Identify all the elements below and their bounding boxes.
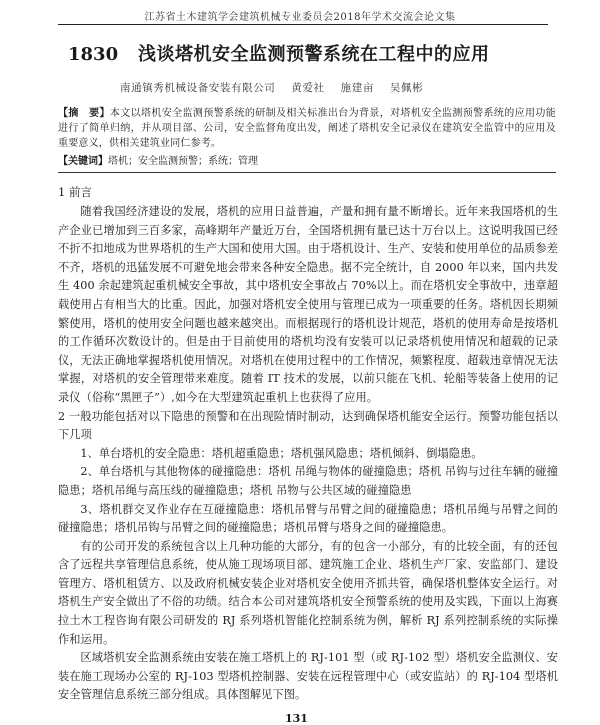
paper-title: 浅谈塔机安全监测预警系统在工程中的应用 (138, 44, 490, 65)
authors-line (120, 80, 550, 95)
abstract (58, 106, 556, 151)
abstract-text: 本文以塔机安全监测预警系统的研制及相关标准出台为背景，对塔机安全监测预警系统的应用功能进行了简单归纳，并从项目部、公司，安全监督角度出发，阐述了塔机安全记录仪在建筑安全监管中的应用及重要意义，供相关建筑业同仁参考。 (58, 108, 557, 149)
author-1: 黄爱社 (291, 82, 325, 94)
body-text (58, 203, 558, 705)
title-row (68, 40, 568, 70)
author-3: 吴佩彬 (389, 82, 424, 94)
page-number: 131 (285, 712, 308, 725)
author-2: 施建亩 (340, 82, 374, 94)
keywords-label: 【关键词】 (58, 156, 108, 167)
body-paragraph-3: 1、单台塔机的安全隐患：塔机超重隐患；塔机强风隐患；塔机倾斜、倒塌隐患。 (80, 446, 483, 460)
body-paragraph-4: 2、单台塔机与其他物体的碰撞隐患：塔机 吊绳与物体的碰撞隐患；塔机 吊钩与过往车辆的碰撞隐患；塔机吊绳与高压线的碰撞隐患；塔机 吊物与公共区域的碰撞隐患 (58, 465, 558, 497)
body-paragraph-1: 随着我国经济建设的发展，塔机的应用日益普遍，产量和拥有量不断增长。近年来我国塔机的生产企业已增加到三百多家，高峰期年产量近万台，全国塔机拥有量已达十万台以上。这说明我国已经不折不扣地成为世界塔机的生产大国和使用大国。由于塔机设计、生产、安装和使用单位的品质参差不齐，塔机的迅猛发展不可避免地会带来各种安全隐患。据不完全统计，自 2000 年以来，国内共发生 400 余起建筑起重机械安全事故，其中塔机安全事故占 70%以上。而在塔机安全事故中，违章超载使用占有相当大的比重。因此，加强对塔机安全使用与管理已成为一项重要的任务。塔机因长期频繁使用，塔机的使用安全问题也越来越突出。而根据现行的塔机设计规范，塔机的使用寿命是按塔机的工作循环次数设计的。但是由于目前使用的塔机均没有安装可以记录塔机使用情况和超载的记录仪，无法正确地掌握塔机使用情况。对塔机在使用过程中的工作情况，频繁程度、超载违章情况无法掌握，对塔机的安全管理带来难度。随着 IT 技术的发展，以前只能在飞机、轮船等装备上使用的记录仪（俗称“黑匣子”）,如今在大型建筑起重机上也获得了应用。 (58, 205, 558, 404)
running-header: 江苏省土木建筑学会建筑机械专业委员会2018年学术交流会论文集 (144, 12, 456, 23)
paper-number: 1830 (68, 44, 119, 65)
body-paragraph-5: 3、塔机群交叉作业存在互碰撞隐患：塔机吊臂与吊臂之间的碰撞隐患；塔机吊绳与吊臂之间的碰撞隐患；塔机吊钩与吊臂之间的碰撞隐患；塔机吊臂与塔身之间的碰撞隐患。 (58, 502, 558, 535)
body-paragraph-2: 2 一般功能包括对以下隐患的预警和在出现险情时制动，达到确保塔机能安全运行。预警功能包括以下几项 (58, 409, 558, 442)
section-heading: 1 前言 (58, 185, 92, 199)
affiliation: 南通镇秀机械设备安装有限公司 (120, 82, 276, 94)
body-paragraph-7: 区域塔机安全监测系统由安装在施工塔机上的 RJ-101 型（或 RJ-102 型）塔机安全监测仪、安装在施工现场办公室的 RJ-103 型塔机控制器、安装在远程管理中心（或安监站）的 RJ-104 型塔机安全管理信息系统三部分组成。具体图解见下图。 (58, 651, 558, 702)
body-paragraph-6: 有的公司开发的系统包含以上几种功能的大部分，有的包含一小部分，有的比较全面，有的还包含了远程共享管理信息系统，使从施工现场项目部、建筑施工企业、塔机生产厂家、安监部门、建设管理方、塔机租赁方、以及政府机械安装企业对塔机安全使用齐抓共管，确保塔机整体安全运行。对塔机生产安全做出了不俗的功绩。结合本公司对建筑塔机安全预警系统的使用及实践，下面以上海赛拉土木工程咨询有限公司研发的 RJ 系列塔机智能化控制系统为例，解析 RJ 系列控制系统的实际操作和运用。 (58, 539, 558, 646)
abstract-label: 【摘 要】 (58, 108, 110, 119)
keywords-text: 塔机；安全监测预警；系统；管理 (108, 156, 258, 167)
keywords (58, 154, 556, 169)
header-rule (58, 24, 548, 25)
section-divider (58, 172, 556, 173)
